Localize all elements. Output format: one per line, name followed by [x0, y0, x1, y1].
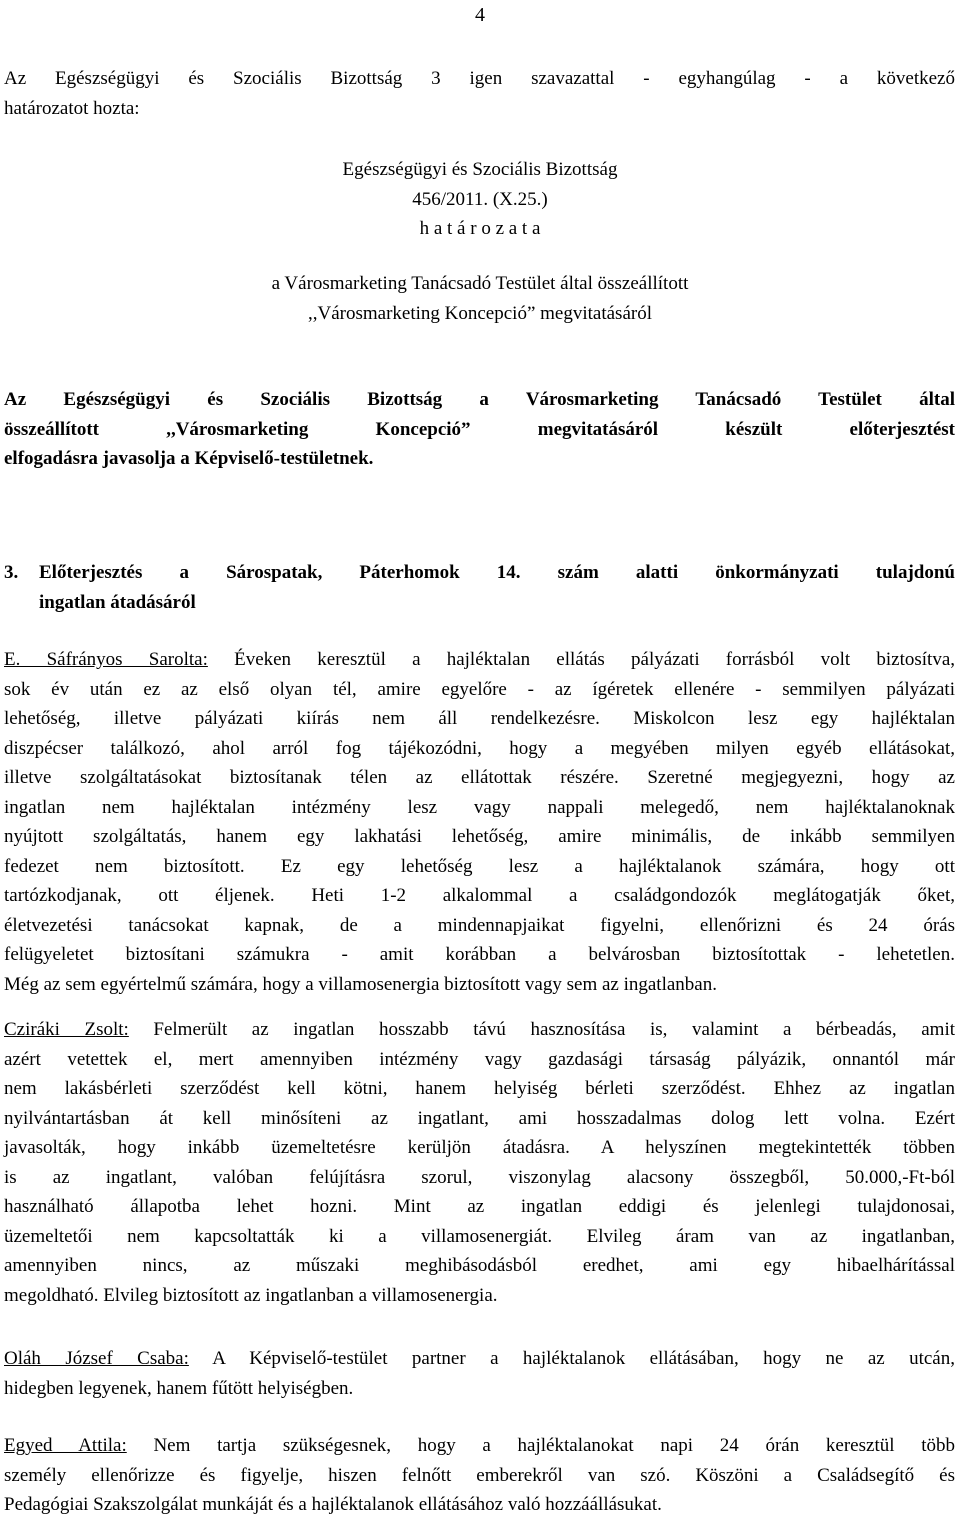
- section-number: 3.: [4, 562, 19, 583]
- speech-text: Felmerült az ingatlan hosszabb távú hasznosítása is, valamint a bérbeadás, amit: [128, 1019, 956, 1040]
- speech-olah: [4, 1344, 955, 1403]
- resolution-body: [4, 385, 955, 474]
- speech-line: illetve szolgáltatásokat biztosítanak télen az ellátottak részére. Szeretné megjegyezni, hogy az: [4, 767, 955, 788]
- speaker-name: Oláh József Csaba:: [4, 1348, 189, 1369]
- speech-line: életvezetési tanácsokat kapnak, de a mindennapjaikat figyelni, ellenőrizni és 24 órás: [4, 914, 955, 936]
- speech-line: felügyeletet biztosítani számukra - amit korábban a belvárosban biztosítottak - lehetetlen.: [4, 944, 955, 965]
- section-heading: [4, 558, 955, 617]
- speech-text: Éveken keresztül a hajléktalan ellátás pályázati forrásból volt biztosítva,: [207, 649, 956, 670]
- speech-first-line: [4, 645, 955, 675]
- speech-line: Pedagógiai Szakszolgálat munkáját és a hajléktalanok ellátásához való hozzáállásukat.: [4, 1494, 662, 1515]
- speech-line: diszpécser találkozó, ahol arról fog tájékozódni, hogy a megyében milyen egyéb ellátásokat,: [4, 737, 955, 759]
- page-number: 4: [475, 4, 485, 26]
- speech-line: használható állapotba lehet hozni. Mint az ingatlan eddigi és jelenlegi tulajdonosai,: [4, 1196, 955, 1217]
- resolution-type: h a t á r o z a t a: [419, 218, 541, 239]
- speech-safranyos: [4, 645, 955, 999]
- speech-line: amennyiben nincs, az műszaki meghibásodásból eredhet, ami egy hibaelhárítással: [4, 1255, 955, 1276]
- resolution-subject-line: ,,Városmarketing Koncepció” megvitatásáról: [308, 302, 652, 324]
- section-title-line: ingatlan átadásáról: [39, 591, 196, 613]
- resolution-body-line: Az Egészségügyi és Szociális Bizottság a Városmarketing Tanácsadó Testület által: [4, 389, 955, 410]
- speech-line: nyilvántartásban át kell minősíteni az ingatlant, ami hosszadalmas dolog lett volna. Ezért: [4, 1107, 955, 1129]
- section-title-line: [4, 558, 955, 588]
- intro-line: határozatot hozta:: [4, 97, 140, 119]
- speech-text: Nem tartja szükségesnek, hogy a hajléktalanokat napi 24 órán keresztül több: [126, 1435, 955, 1456]
- section-title-text: Előterjesztés a Sárospatak, Páterhomok 14. szám alatti önkormányzati tulajdonú: [39, 562, 955, 583]
- speech-egyed: [4, 1431, 955, 1520]
- speech-first-line: [4, 1344, 955, 1374]
- speech-line: megoldható. Elvileg biztosított az ingatlanban a villamosenergia.: [4, 1284, 498, 1306]
- intro-line: Az Egészségügyi és Szociális Bizottság 3 igen szavazattal - egyhangúlag - a következő: [4, 68, 955, 89]
- speech-line: javasolták, hogy inkább üzemeltetésre kerüljön átadásra. A helyszínen megtekintették többen: [4, 1137, 955, 1158]
- resolution-body-line: elfogadásra javasolja a Képviselő-testületnek.: [4, 448, 374, 469]
- speech-cziraki: [4, 1015, 955, 1310]
- speech-line: nyújtott szolgáltatás, hanem egy lakhatási lehetőség, amire minimális, de inkább semmilyen: [4, 826, 955, 847]
- resolution-body-line: összeállított ,,Városmarketing Koncepció” megvitatásáról készült előterjesztést: [4, 418, 955, 440]
- resolution-header: [0, 155, 960, 244]
- speech-line: fedezet nem biztosított. Ez egy lehetőség lesz a hajléktalanok számára, hogy ott: [4, 855, 955, 877]
- speech-line: nem lakásbérleti szerződést kell kötni, hanem helyiség bérleti szerződést. Ehhez az ingatlan: [4, 1078, 955, 1099]
- resolution-committee: Egészségügyi és Szociális Bizottság: [342, 159, 618, 180]
- speaker-name: E. Sáfrányos Sarolta:: [4, 649, 208, 670]
- speech-line: hidegben legyenek, hanem fűtött helyiségben.: [4, 1377, 354, 1399]
- resolution-subject-line: a Városmarketing Tanácsadó Testület által összeállított: [271, 273, 689, 294]
- speech-first-line: [4, 1015, 955, 1045]
- speaker-name: Egyed Attila:: [4, 1435, 127, 1456]
- speech-line: sok év után ez az első olyan tél, amire egyelőre - az ígéretek ellenére - semmilyen pályázati: [4, 678, 955, 700]
- speech-line: üzemeltetői nem kapcsoltatták ki a villamosenergiát. Elvileg áram van az ingatlanban,: [4, 1225, 955, 1247]
- intro-paragraph: [4, 64, 955, 123]
- speech-line: személy ellenőrizze és figyelje, hiszen felnőtt emberekről van szó. Köszöni a Családsegítő és: [4, 1464, 955, 1486]
- speech-line: Még az sem egyértelmű számára, hogy a villamosenergia biztosított vagy sem az ingatlanban.: [4, 973, 717, 995]
- speech-line: ingatlan nem hajléktalan intézmény lesz vagy nappali melegedő, nem hajléktalanoknak: [4, 796, 955, 818]
- speech-line: is az ingatlant, valóban felújításra szorul, viszonylag alacsony összegből, 50.000,-Ft-ból: [4, 1166, 955, 1188]
- speech-line: tartózkodjanak, ott éljenek. Heti 1-2 alkalommal a családgondozók meglátogatják őket,: [4, 885, 955, 906]
- speech-text: A Képviselő-testület partner a hajléktalanok ellátásában, hogy ne az utcán,: [188, 1348, 955, 1369]
- speaker-name: Cziráki Zsolt:: [4, 1019, 129, 1040]
- resolution-number: 456/2011. (X.25.): [412, 188, 548, 210]
- speech-line: lehetőség, illetve pályázati kiírás nem áll rendelkezésre. Miskolcon lesz egy hajléktalan: [4, 708, 955, 729]
- speech-first-line: [4, 1431, 955, 1461]
- resolution-subject: [0, 269, 960, 328]
- speech-line: azért vetettek el, mert amennyiben intézmény vagy gazdasági társaság pályázik, onnantól már: [4, 1048, 955, 1070]
